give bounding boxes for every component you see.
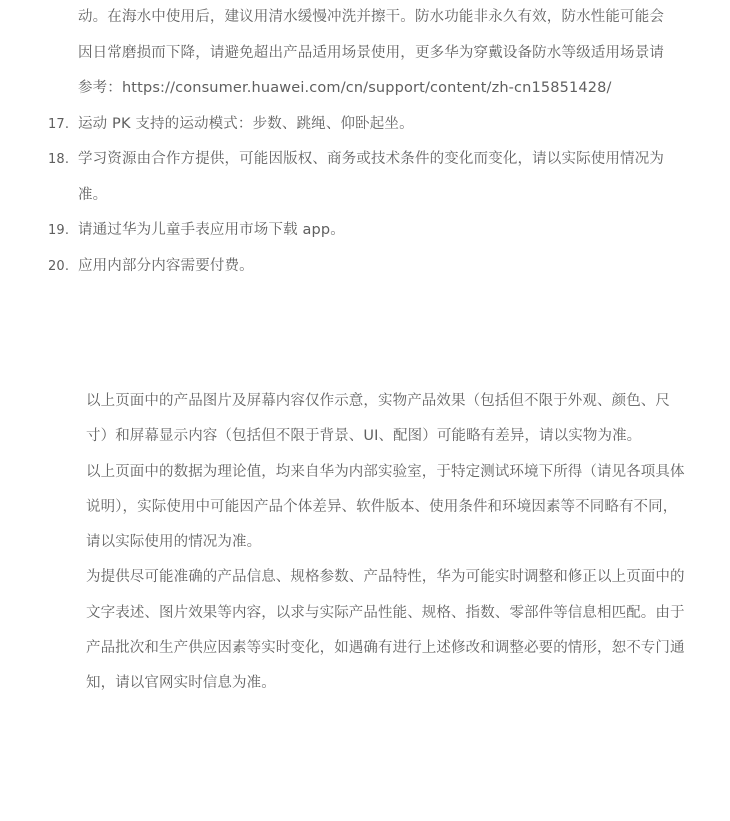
disclaimer-paragraph-images: 以上页面中的产品图片及屏幕内容仅作示意，实物产品效果（包括但不限于外观、颜色、尺寸）和屏幕显示内容（包括但不限于背景、UI、配图）可能略有差异，请以实物为准。 (86, 393, 670, 445)
footnote-16-continuation (0, 0, 678, 107)
footnotes-list (0, 0, 730, 284)
footnote-number: 17. (48, 116, 70, 132)
footnote-18 (0, 142, 678, 213)
footnote-19 (0, 213, 678, 249)
footnote-text: 应用内部分内容需要付费。 (78, 257, 254, 274)
footnote-number: 19. (48, 223, 70, 238)
footnote-text: 动。在海水中使用后，建议用清水缓慢冲洗并擦干。防水功能非永久有效，防水性能可能会因日常磨损而下降，请避免超出产品适用场景使用，更多华为穿戴设备防水等级适用场景请参考：https://consumer.huawei.com/cn/support/content/zh-cn15851428/ (78, 9, 664, 96)
footnote-number: 18. (48, 152, 70, 167)
footnote-text: 运动 PK 支持的运动模式：步数、跳绳、仰卧起坐。 (78, 115, 414, 132)
disclaimer-paragraph-data: 以上页面中的数据为理论值，均来自华为内部实验室，于特定测试环境下所得（请见各项具体说明），实际使用中可能因产品个体差异、软件版本、使用条件和环境因素等不同略有不同，请以实际使用的情况为准。 (86, 463, 685, 551)
footnote-text: 学习资源由合作方提供，可能因版权、商务或技术条件的变化而变化，请以实际使用情况为准。 (78, 151, 664, 203)
disclaimer-paragraph-updates: 为提供尽可能准确的产品信息、规格参数、产品特性，华为可能实时调整和修正以上页面中的文字表述、图片效果等内容，以求与实际产品性能、规格、指数、零部件等信息相匹配。由于产品批次和生产供应因素等实时变化，如遇确有进行上述修改和调整必要的情形，恕不专门通知，请以官网实时信息为准。 (86, 569, 685, 692)
footnote-20 (0, 249, 678, 285)
legal-disclaimer (86, 384, 686, 702)
footnote-17 (0, 107, 678, 143)
footnote-text: 请通过华为儿童手表应用市场下载 app。 (78, 222, 345, 238)
footnote-number: 20. (48, 258, 70, 274)
